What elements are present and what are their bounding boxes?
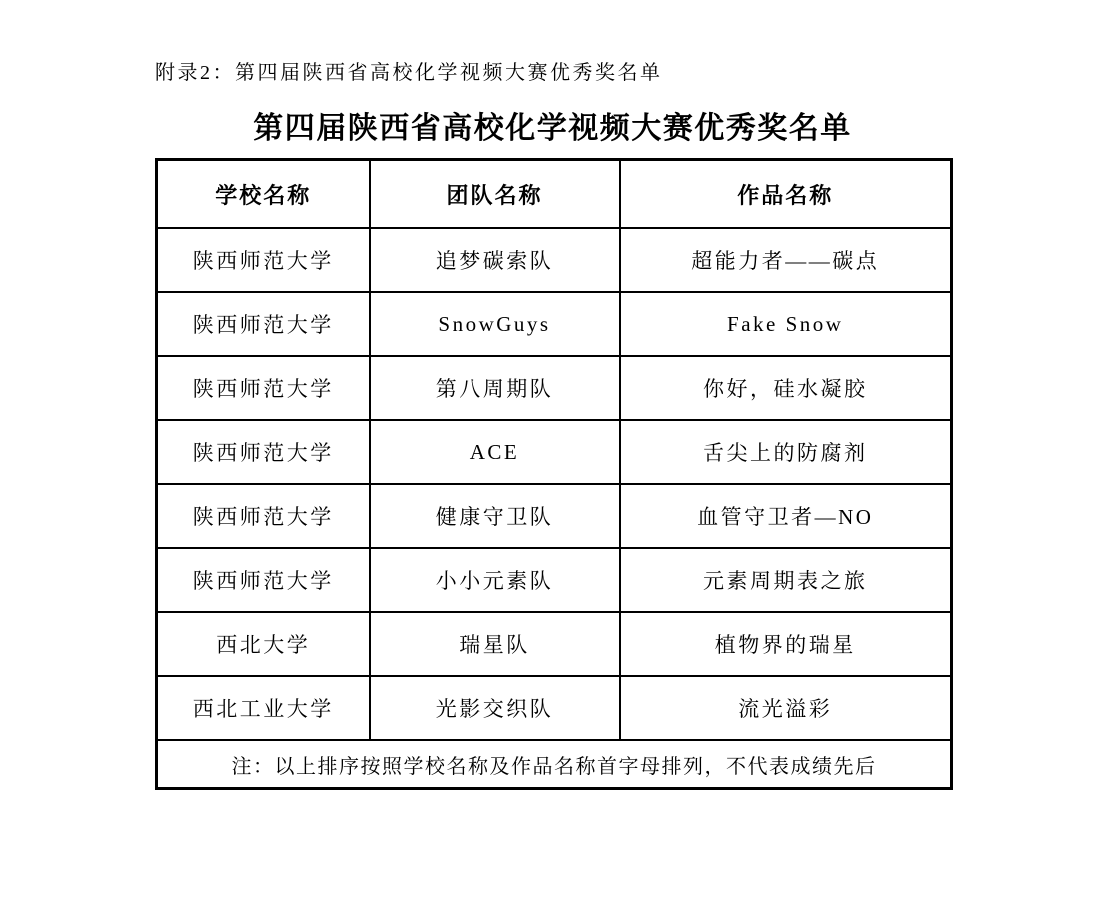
team-cell: 健康守卫队 — [370, 484, 620, 548]
table-row — [157, 292, 952, 356]
document-title: 第四届陕西省高校化学视频大赛优秀奖名单 — [253, 112, 852, 145]
work-cell: 流光溢彩 — [620, 676, 952, 740]
team-cell: 追梦碳索队 — [370, 228, 620, 292]
team-cell: 第八周期队 — [370, 356, 620, 420]
column-header-work: 作品名称 — [620, 160, 952, 229]
school-cell: 西北大学 — [157, 612, 370, 676]
school-cell: 陕西师范大学 — [157, 228, 370, 292]
table-row — [157, 356, 952, 420]
school-cell: 陕西师范大学 — [157, 548, 370, 612]
sorting-note: 注：以上排序按照学校名称及作品名称首字母排列，不代表成绩先后 — [157, 740, 952, 789]
table-row — [157, 420, 952, 484]
school-cell: 陕西师范大学 — [157, 420, 370, 484]
team-cell: SnowGuys — [370, 292, 620, 356]
school-cell: 陕西师范大学 — [157, 484, 370, 548]
header-row — [157, 160, 952, 229]
work-cell: 你好，硅水凝胶 — [620, 356, 952, 420]
team-cell: 光影交织队 — [370, 676, 620, 740]
work-cell: 植物界的瑞星 — [620, 612, 952, 676]
work-cell: 超能力者——碳点 — [620, 228, 952, 292]
table-row — [157, 612, 952, 676]
school-cell: 西北工业大学 — [157, 676, 370, 740]
school-cell: 陕西师范大学 — [157, 356, 370, 420]
table-row — [157, 228, 952, 292]
work-cell: 元素周期表之旅 — [620, 548, 952, 612]
team-cell: ACE — [370, 420, 620, 484]
work-cell: 舌尖上的防腐剂 — [620, 420, 952, 484]
work-cell: Fake Snow — [620, 292, 952, 356]
note-row — [157, 740, 952, 789]
appendix-label: 附录2：第四届陕西省高校化学视频大赛优秀奖名单 — [155, 62, 663, 84]
column-header-school: 学校名称 — [157, 160, 370, 229]
table-row — [157, 676, 952, 740]
team-cell: 小小元素队 — [370, 548, 620, 612]
team-cell: 瑞星队 — [370, 612, 620, 676]
table-row — [157, 484, 952, 548]
column-header-team: 团队名称 — [370, 160, 620, 229]
award-winners-table — [155, 158, 953, 790]
school-cell: 陕西师范大学 — [157, 292, 370, 356]
work-cell: 血管守卫者—NO — [620, 484, 952, 548]
table-row — [157, 548, 952, 612]
